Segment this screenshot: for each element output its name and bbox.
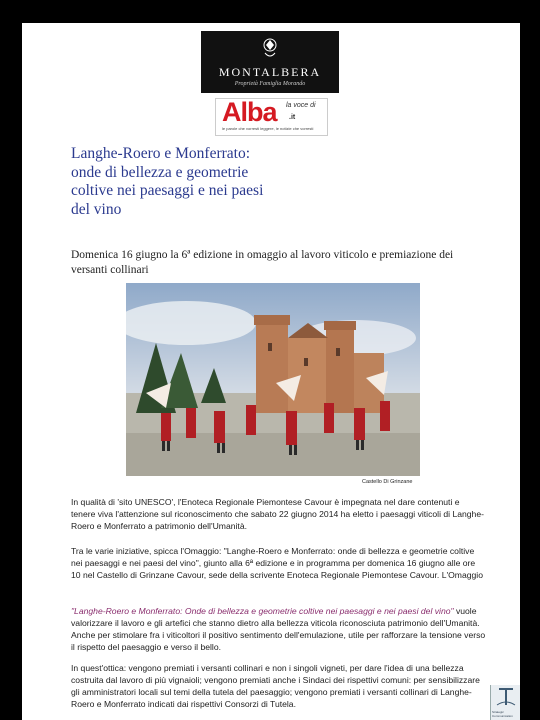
paragraph-3	[71, 605, 486, 653]
alba-logo-tagline: le parole che vorresti leggere, le notizie che vorresti	[222, 126, 314, 131]
title-line: del vino	[71, 200, 122, 218]
title-line: onde di bellezza e geometrie	[71, 163, 249, 181]
crest-icon	[261, 37, 279, 59]
agency-logo-text: Strategic Communication	[492, 710, 513, 718]
title-line: Langhe-Roero e Monferrato:	[71, 145, 251, 162]
quoted-title: "Langhe-Roero e Monferrato: Onde di bellezza e geometrie coltive nei paesaggi e nei paesi del vino"	[71, 606, 454, 616]
alba-logo-voce: la voce di	[286, 102, 316, 109]
title-line: coltive nei paesaggi e nei paesi	[71, 182, 264, 199]
montalbera-name: MONTALBERA	[218, 65, 322, 79]
castle-photo	[126, 283, 420, 476]
castle-photo-image	[126, 283, 420, 476]
montalbera-logo	[201, 31, 339, 93]
agency-logo	[490, 685, 520, 720]
alba-logo-word: Alba	[222, 98, 277, 127]
article-subtitle: Domenica 16 giugno la 6ª edizione in omaggio al lavoro viticolo e premiazione dei versanti collinari	[71, 249, 454, 276]
paragraph-3-text: vuole valorizzare il lavoro e gli artefici che stanno dietro alla bellezza viticola riconosciuta patrimonio dell'Umanità. Anche per stimolare fra i viticoltori il positivo sentimento dell'emulazione, utile per rafforzare la tensione verso il rispetto del paesaggio e verso il bello.	[71, 606, 486, 652]
alba-logo-it: .it	[289, 114, 296, 121]
agency-logo-icon	[491, 685, 520, 709]
photo-caption: Castello Di Grinzane	[362, 479, 413, 485]
alba-logo	[215, 98, 328, 136]
paragraph-1: In qualità di 'sito UNESCO', l'Enoteca Regionale Piemontese Cavour è impegnata nel dare contenuti e tenere viva l'attenzione sul riconoscimento che sabato 22 giugno 2014 ha eletto i paesaggi viticoli di Langhe-Roero e Monferrato a patrimonio dell'Umanità.	[71, 497, 484, 531]
paragraph-2: Tra le varie iniziative, spicca l'Omaggio: "Langhe-Roero e Monferrato: onde di bellezza e geometrie coltive nei paesaggi e nei paesi del vino", giunto alla 6ª edizione e in programma per domenica 16 giugno alle ore 10 nel Castello di Grinzane Cavour, sede della scrivente Enoteca Regionale Piemontese Cavour. L'Omaggio	[71, 546, 483, 580]
article-title	[71, 145, 331, 219]
montalbera-subtitle: Proprietà Famiglia Morando	[234, 81, 306, 87]
document-page	[22, 23, 520, 720]
paragraph-4: In quest'ottica: vengono premiati i versanti collinari e non i singoli vigneti, per dare l'idea di una bellezza costruita dal lavoro di più vignaioli; vengono premiati anche i Sindaci dei rispettivi comuni: per sensibilizzare gli amministratori locali sul temi della tutela del paesaggio; vengono premiati i versanti collinari di Langhe-Roero e Monferrato indicati dai rispettivi Consorzi di Tutela.	[71, 663, 480, 709]
